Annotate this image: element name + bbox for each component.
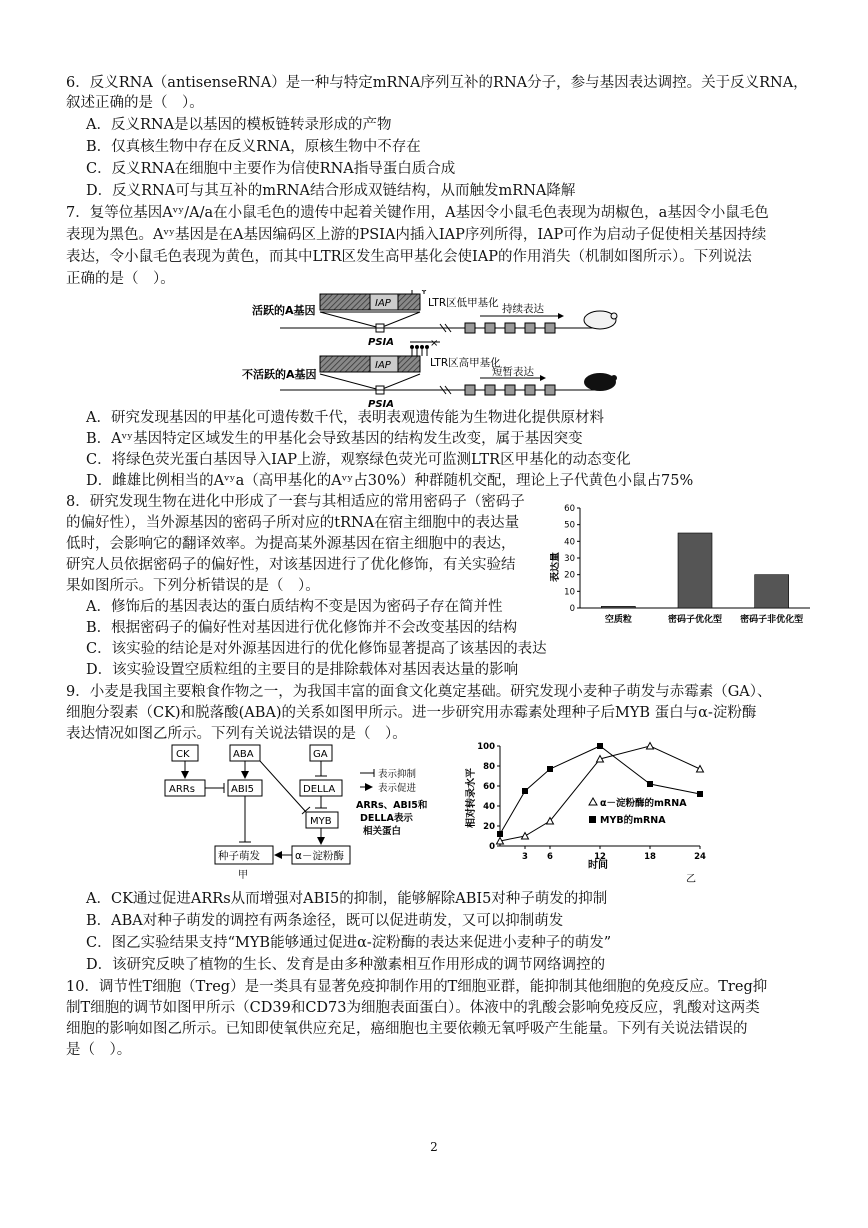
series-point-0 [647,743,654,750]
brief-expression-label: 短暂表达 [492,366,534,378]
series-point-1 [697,791,703,797]
q9-option-b: B．ABA对种子萌发的调控有两条途径，既可以促进萌发，又可以抑制萌发 [86,913,564,929]
iap-label-inactive: IAP [375,360,391,371]
series-point-1 [547,766,553,772]
bar-chart-ytick-label: 60 [564,504,575,514]
legend-series-1: α－淀粉酶的mRNA [600,798,687,809]
q8-stem-line-4: 研究人员依据密码子的偏好性，对该基因进行了优化修饰，有关实验结 [66,557,516,573]
bar-2 [755,575,789,608]
legend-note-line-2: DELLA表示 [360,813,413,824]
svg-text:GA: GA [313,749,328,760]
line-chart-ytick-label: 40 [483,802,495,812]
bar-chart-category-label: 密码子优化型 [667,615,723,625]
bar-chart-ytick-label: 40 [564,537,575,548]
q8-option-c: C．该实验的结论是对外源基因进行的优化修饰显著提高了该基因的表达 [86,641,547,657]
q8-option-b: B．根据密码子的偏好性对基因进行优化修饰并不会改变基因的结构 [86,620,518,636]
q7-option-c: C．将绿色荧光蛋白基因导入IAP上游，观察绿色荧光可监测LTR区甲基化的动态变化 [86,452,631,468]
line-chart-ytick-label: 80 [483,762,495,772]
series-point-1 [597,743,603,749]
legend-note-line-3: 相关蛋白 [363,826,402,837]
line-chart-xtick-label: 12 [594,852,606,862]
line-chart-xtick-label: 3 [522,852,528,862]
series-point-1 [497,831,503,837]
line-chart-ytick-label: 0 [489,842,495,852]
iap-label-active: IAP [375,298,391,309]
svg-text:ARRs: ARRs [169,784,195,795]
line-chart-ytick-label: 100 [477,742,495,752]
series-point-0 [522,833,529,840]
bar-chart-category-label: 密码子非优化型 [740,615,804,625]
line-chart-xtick-label: 6 [547,852,553,862]
q10-stem-line-3: 细胞的影响如图乙所示。已知即使氧供应充足，癌细胞也主要依赖无氧呼吸产生能量。下列有关说法错误的 [66,1021,748,1037]
q7-option-d: D．雌雄比例相当的Aᵛʸa（高甲基化的Aᵛʸ占30%）种群随机交配，理论上子代黄色小鼠占75% [86,473,694,489]
q10-stem-line-4: 是（ ）。 [66,1042,132,1058]
blocked-x-mark: × [430,338,439,349]
series-point-0 [697,766,704,773]
q7-stem-line-2: 表现为黑色。Aᵛʸ基因是在A基因编码区上游的PSIA内插入IAP序列所得，IAP可作为启动子促使相关基因持续 [66,227,767,243]
legend-promote: 表示促进 [378,783,417,794]
bar-chart-ytick-label: 20 [564,570,575,581]
q9-transcription-line-chart [460,736,720,886]
active-gene-label: 活跃的A基因 [252,304,316,317]
q6-option-c: C．反义RNA在细胞中主要作为信使RNA指导蛋白质合成 [86,161,456,177]
q6-stem-line-1: 6．反义RNA（antisenseRNA）是一种与特定mRNA序列互补的RNA分子，参与基因表达调控。关于反义RNA， [66,75,808,91]
svg-text:ABI5: ABI5 [231,784,255,795]
series-point-1 [522,788,528,794]
series-point-1 [647,781,653,787]
line-chart-xtick-label: 24 [694,852,706,862]
svg-text:α－淀粉酶: α－淀粉酶 [295,850,344,862]
q7-stem-line-3: 表达，令小鼠毛色表现为黄色，而其中LTR区发生高甲基化会使IAP的作用消失（机制如图所示）。下列说法 [66,249,752,265]
q8-option-a: A．修饰后的基因表达的蛋白质结构不变是因为密码子存在简并性 [86,599,503,615]
q7-stem-line-1: 7．复等位基因Aᵛʸ/A/a在小鼠毛色的遗传中起着关键作用，A基因令小鼠毛色表现为胡椒色，a基因令小鼠毛色 [66,205,769,221]
bar-chart-ytick-label: 50 [564,520,575,531]
q8-option-d: D．该实验设置空质粒组的主要目的是排除载体对基因表达量的影响 [86,662,519,678]
legend-square-marker [589,816,596,823]
q8-stem-line-1: 8．研究发现生物在进化中形成了一套与其相适应的常用密码子（密码子 [66,494,525,510]
q9-stem-line-2: 细胞分裂素（CK)和脱落酸(ABA)的关系如图甲所示。进一步研究用赤霉素处理种子后MYB 蛋白与α-淀粉酶 [66,705,757,721]
bar-chart-category-label: 空质粒 [604,615,632,625]
line-chart-ytick-label: 60 [483,782,495,792]
yellow-mouse-icon [584,311,616,329]
svg-text:种子萌发: 种子萌发 [218,850,260,862]
q6-option-d: D．反义RNA可与其互补的mRNA结合形成双链结构，从而触发mRNA降解 [86,183,576,199]
bar-chart-ylabel: 表达量 [550,552,561,582]
sustained-expression-label: 持续表达 [502,303,544,315]
q9-stem-line-3: 表达情况如图乙所示。下列有关说法错误的是（ ）。 [66,726,407,742]
bar-chart-ytick-label: 10 [564,587,575,598]
bar-chart-ytick-label: 30 [564,554,575,564]
svg-text:ABA: ABA [233,749,254,760]
bar-1 [678,533,712,608]
line-chart-xtick-label: 18 [644,852,656,862]
q7-methylation-diagram [240,290,640,410]
q6-stem-line-2: 叙述正确的是（ ）。 [66,95,204,111]
black-mouse-icon [584,373,616,391]
psia-label-active: PSIA [368,337,394,348]
q8-stem-line-5: 果如图所示。下列分析错误的是（ ）。 [66,578,320,594]
q9-option-c: C．图乙实验结果支持“MYB能够通过促进α-淀粉酶的表达来促进小麦种子的萌发” [86,935,612,951]
q7-stem-line-4: 正确的是（ ）。 [66,271,175,287]
bar-chart-ytick-label: 0 [569,604,575,614]
svg-text:MYB: MYB [310,816,332,827]
q7-option-a: A．研究发现基因的甲基化可遗传数千代，表明表观遗传能为生物进化提供原材料 [86,410,604,426]
bar-0 [601,606,635,608]
q8-stem-line-2: 的偏好性），当外源基因的密码子所对应的tRNA在宿主细胞中的表达量 [66,515,520,531]
page-number: 2 [430,1140,438,1154]
legend-note-line-1: ARRs、ABI5和 [356,800,428,811]
q6-option-b: B．仅真核生物中存在反义RNA，原核生物中不存在 [86,139,421,155]
q9-hormone-pathway-diagram [160,740,470,880]
q8-expression-bar-chart [550,500,810,630]
line-chart-ylabel: 相对转录水平 [466,768,477,828]
q10-stem-line-1: 10．调节性T细胞（Treg）是一类具有显著免疫抑制作用的T细胞亚群，能抑制其他细胞的免疫反应。Treg抑 [66,979,768,995]
ltr-low-label: LTR区低甲基化 [428,297,499,309]
legend-series-2: MYB的mRNA [600,815,666,826]
legend-inhibit: 表示抑制 [378,769,417,780]
svg-text:DELLA: DELLA [303,784,336,795]
q9-option-a: A．CK通过促进ARRs从而增强对ABI5的抑制，能够解除ABI5对种子萌发的抑制 [86,891,608,907]
svg-text:CK: CK [176,749,190,760]
diagram-caption: 甲 [238,870,248,880]
q8-stem-line-3: 低时，会影响它的翻译效率。为提高某外源基因在宿主细胞中的表达， [66,536,516,552]
ltr-high-label: LTR区高甲基化 [430,357,501,369]
q9-stem-line-1: 9．小麦是我国主要粮食作物之一，为我国丰富的面食文化奠定基础。研究发现小麦种子萌发与赤霉素（GA）、 [66,684,772,700]
q9-option-d: D．该研究反映了植物的生长、发育是由多种激素相互作用形成的调节网络调控的 [86,957,606,973]
line-chart-caption: 乙 [686,874,696,885]
psia-label-inactive: PSIA [368,399,394,410]
legend-triangle-marker [589,798,597,805]
q7-option-b: B．Aᵛʸ基因特定区域发生的甲基化会导致基因的结构发生改变，属于基因突变 [86,431,583,447]
q6-option-a: A．反义RNA是以基因的模板链转录形成的产物 [86,117,392,133]
line-chart-ytick-label: 20 [483,822,495,832]
inactive-gene-label: 不活跃的A基因 [242,368,317,381]
line-chart-xlabel: 时间 [588,860,608,871]
q10-stem-line-2: 制T细胞的调节如图甲所示（CD39和CD73为细胞表面蛋白）。体液中的乳酸会影响免疫反应，乳酸对这两类 [66,1000,760,1016]
